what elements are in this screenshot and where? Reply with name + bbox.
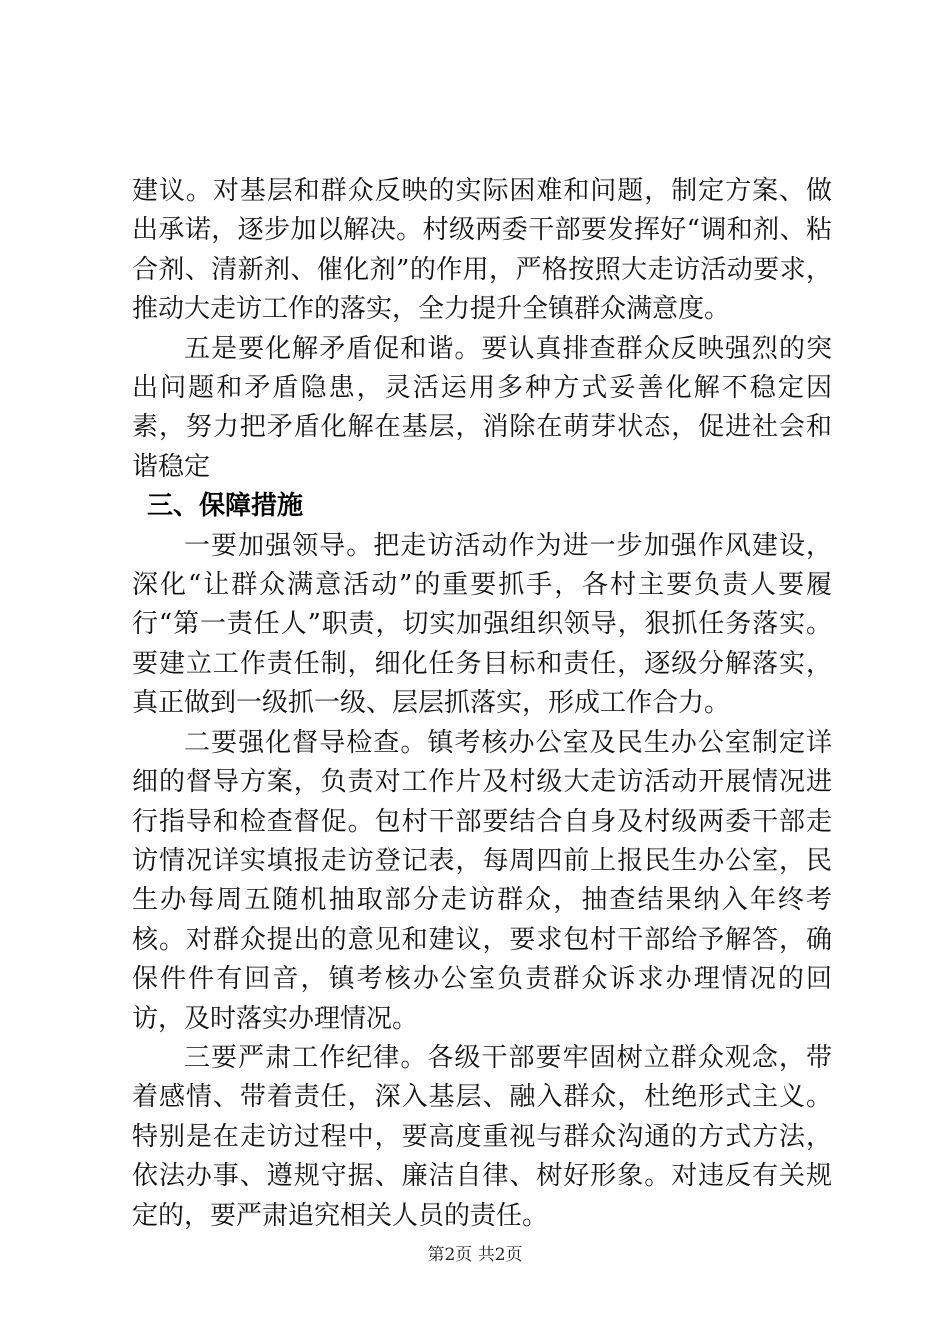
document-body: [132, 172, 832, 1236]
paragraph-measure-one: 一要加强领导。把走访活动作为进一步加强作风建设，深化“让群众满意活动”的重要抓手，各村主要负责人要履行“第一责任人”职责，切实加强组织领导，狠抓任务落实。要建立工作责任制，细化任务目标和责任，逐级分解落实，真正做到一级抓一级、层层抓落实，形成工作合力。: [132, 530, 832, 719]
paragraph-measure-three: 三要严肃工作纪律。各级干部要牢固树立群众观念，带着感情、带着责任，深入基层、融入群众，杜绝形式主义。特别是在走访过程中，要高度重视与群众沟通的方式方法，依法办事、遵规守据、廉洁自律、树好形象。对违反有关规定的，要严肃追究相关人员的责任。: [132, 1042, 832, 1231]
section-heading: 三、保障措施: [147, 491, 304, 522]
paragraph-continuation: 建议。对基层和群众反映的实际困难和问题，制定方案、做出承诺，逐步加以解决。村级两委干部要发挥好“调和剂、粘合剂、清新剂、催化剂”的作用，严格按照大走访活动要求，推动大走访工作的落实，全力提升全镇群众满意度。: [132, 176, 832, 325]
page-number-footer: 第2页 共2页: [427, 1245, 523, 1265]
paragraph-item-five: 五是要化解矛盾促和谐。要认真排查群众反映强烈的突出问题和矛盾隐患，灵活运用多种方式妥善化解不稳定因素，努力把矛盾化解在基层，消除在萌芽状态，促进社会和谐稳定: [132, 333, 832, 482]
paragraph-measure-two: 二要强化督导检查。镇考核办公室及民生办公室制定详细的督导方案，负责对工作片及村级大走访活动开展情况进行指导和检查督促。包村干部要结合自身及村级两委干部走访情况详实填报走访登记表，每周四前上报民生办公室，民生办每周五随机抽取部分走访群众，抽查结果纳入年终考核。对群众提出的意见和建议，要求包村干部给予解答，确保件件有回音，镇考核办公室负责群众诉求办理情况的回访，及时落实办理情况。: [132, 727, 832, 1034]
